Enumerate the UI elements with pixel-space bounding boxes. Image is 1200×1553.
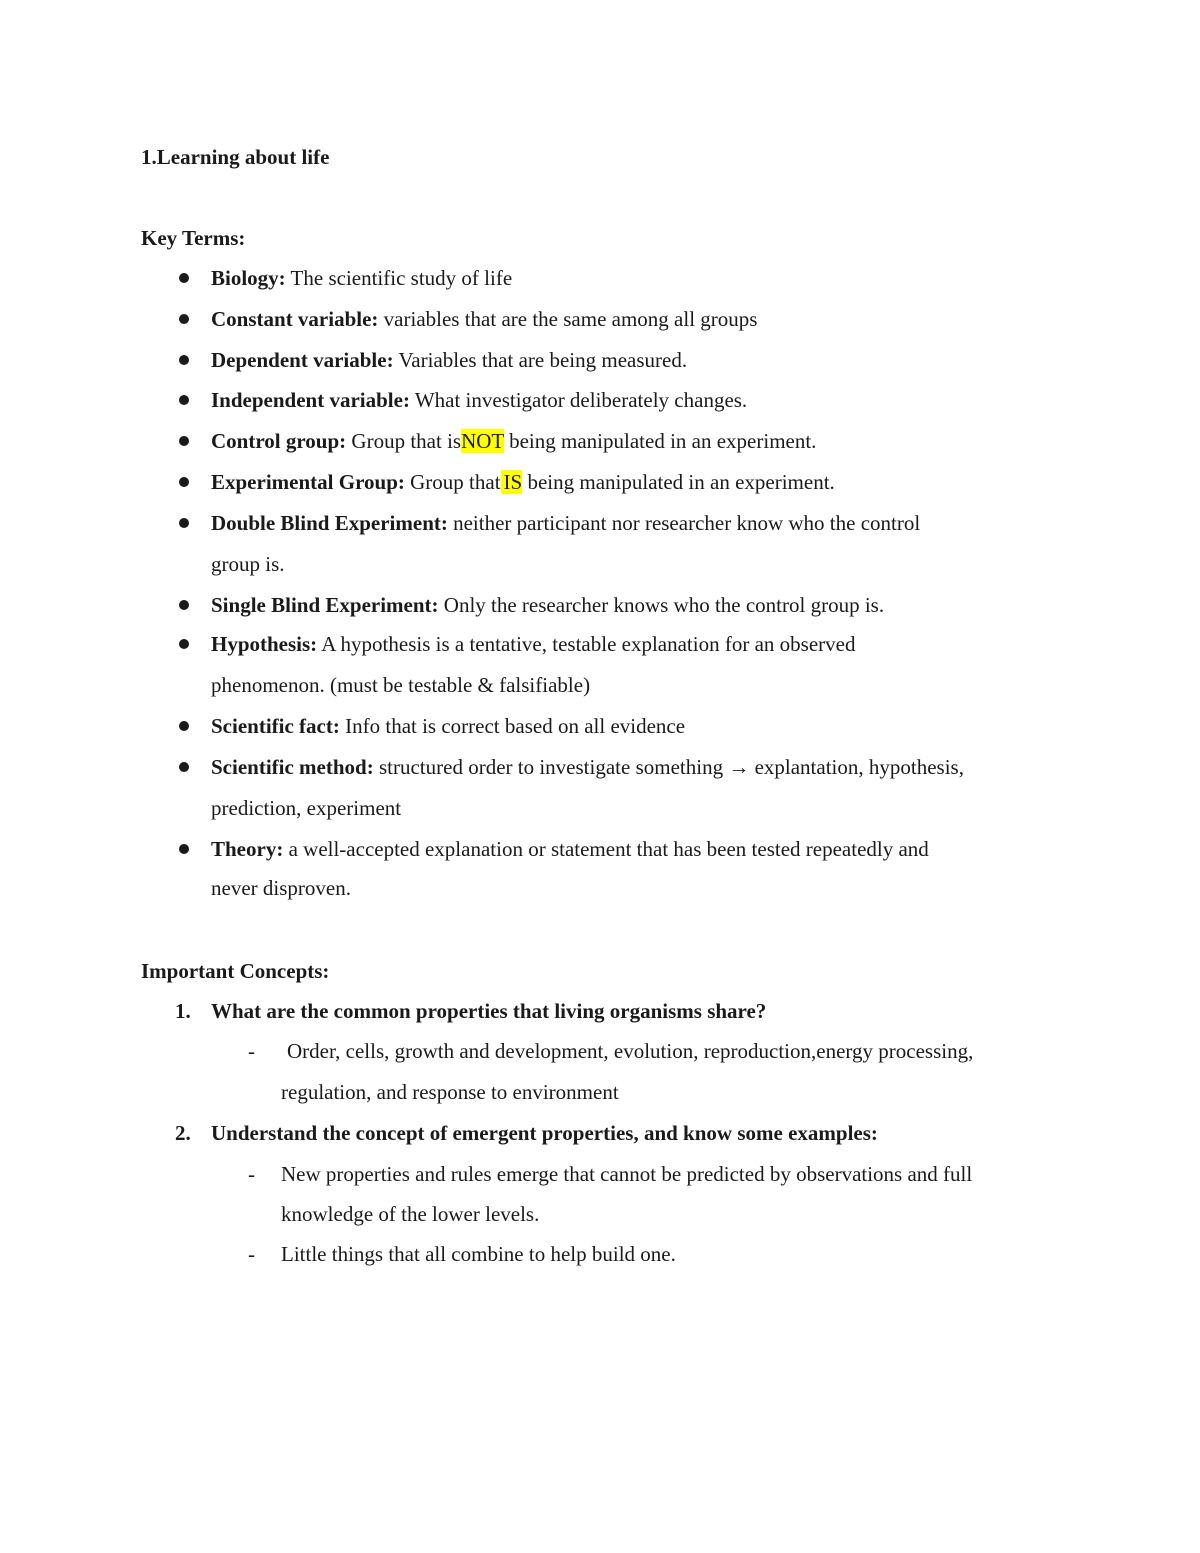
document-title: 1.Learning about life bbox=[141, 145, 330, 169]
term-definition: Info that is correct based on all evidence bbox=[345, 714, 686, 738]
concept-answer: Little things that all combine to help build one. bbox=[281, 1242, 676, 1266]
concept-number: 1. bbox=[175, 999, 191, 1023]
term-item bbox=[211, 754, 964, 780]
term-item bbox=[211, 387, 747, 413]
term-item bbox=[211, 836, 929, 862]
term-label: Constant variable: bbox=[211, 307, 379, 331]
bullet-icon bbox=[179, 762, 189, 772]
term-item bbox=[211, 347, 687, 373]
term-label: Biology: bbox=[211, 266, 286, 290]
term-definition: What investigator deliberately changes. bbox=[414, 388, 748, 412]
concept-number: 2. bbox=[175, 1121, 191, 1145]
concept-question: Understand the concept of emergent properties, and know some examples: bbox=[211, 1121, 878, 1145]
term-definition-continued: never disproven. bbox=[211, 876, 351, 900]
term-definition: variables that are the same among all groups bbox=[383, 307, 758, 331]
term-item bbox=[211, 592, 884, 618]
term-label: Hypothesis: bbox=[211, 632, 318, 656]
term-label: Single Blind Experiment: bbox=[211, 593, 439, 617]
dash-marker: - bbox=[248, 1039, 255, 1063]
term-label: Scientific fact: bbox=[211, 714, 340, 738]
term-item bbox=[211, 631, 855, 657]
term-label: Control group: bbox=[211, 429, 347, 453]
bullet-icon bbox=[179, 518, 189, 528]
term-definition: neither participant nor researcher know who the control bbox=[453, 511, 921, 535]
term-definition: Variables that are being measured. bbox=[398, 348, 688, 372]
term-definition-post: being manipulated in an experiment. bbox=[527, 470, 835, 494]
bullet-icon bbox=[179, 477, 189, 487]
term-label: Double Blind Experiment: bbox=[211, 511, 448, 535]
highlighted-word: NOT bbox=[461, 429, 504, 453]
bullet-icon bbox=[179, 314, 189, 324]
term-item bbox=[211, 469, 835, 495]
term-definition-pre: Group that bbox=[410, 470, 501, 494]
term-label: Experimental Group: bbox=[211, 470, 405, 494]
bullet-icon bbox=[179, 436, 189, 446]
term-label: Independent variable: bbox=[211, 388, 410, 412]
bullet-icon bbox=[179, 639, 189, 649]
term-definition-post: being manipulated in an experiment. bbox=[509, 429, 817, 453]
term-item bbox=[211, 306, 757, 332]
term-item bbox=[211, 510, 920, 536]
term-label: Theory: bbox=[211, 837, 284, 861]
term-label: Scientific method: bbox=[211, 755, 374, 779]
bullet-icon bbox=[179, 273, 189, 283]
concept-answer-continued: knowledge of the lower levels. bbox=[281, 1202, 540, 1226]
term-definition: a well-accepted explanation or statement that has been tested repeatedly and bbox=[288, 837, 929, 861]
bullet-icon bbox=[179, 600, 189, 610]
concept-answer-continued: regulation, and response to environment bbox=[281, 1080, 619, 1104]
term-item bbox=[211, 713, 685, 739]
term-label: Dependent variable: bbox=[211, 348, 394, 372]
term-definition: Only the researcher knows who the control group is. bbox=[443, 593, 885, 617]
bullet-icon bbox=[179, 395, 189, 405]
bullet-icon bbox=[179, 721, 189, 731]
term-definition-continued: group is. bbox=[211, 552, 285, 576]
term-definition-continued: prediction, experiment bbox=[211, 796, 402, 820]
dash-marker: - bbox=[248, 1162, 255, 1186]
concepts-heading: Important Concepts: bbox=[141, 959, 330, 983]
concept-answer: New properties and rules emerge that cannot be predicted by observations and full bbox=[281, 1162, 973, 1186]
term-item bbox=[211, 265, 512, 291]
term-definition: structured order to investigate something → explantation, hypothesis, bbox=[378, 755, 964, 779]
key-terms-heading: Key Terms: bbox=[141, 226, 246, 250]
concept-question: What are the common properties that living organisms share? bbox=[211, 999, 767, 1023]
term-definition-continued: phenomenon. (must be testable & falsifiable) bbox=[211, 673, 591, 697]
bullet-icon bbox=[179, 355, 189, 365]
dash-marker: - bbox=[248, 1242, 255, 1266]
term-definition: The scientific study of life bbox=[290, 266, 513, 290]
highlighted-word: IS bbox=[501, 470, 523, 494]
bullet-icon bbox=[179, 844, 189, 854]
term-definition-pre: Group that is bbox=[351, 429, 462, 453]
term-item bbox=[211, 428, 816, 454]
term-definition: A hypothesis is a tentative, testable explanation for an observed bbox=[321, 632, 856, 656]
concept-answer: Order, cells, growth and development, evolution, reproduction,energy processing, bbox=[287, 1039, 974, 1063]
